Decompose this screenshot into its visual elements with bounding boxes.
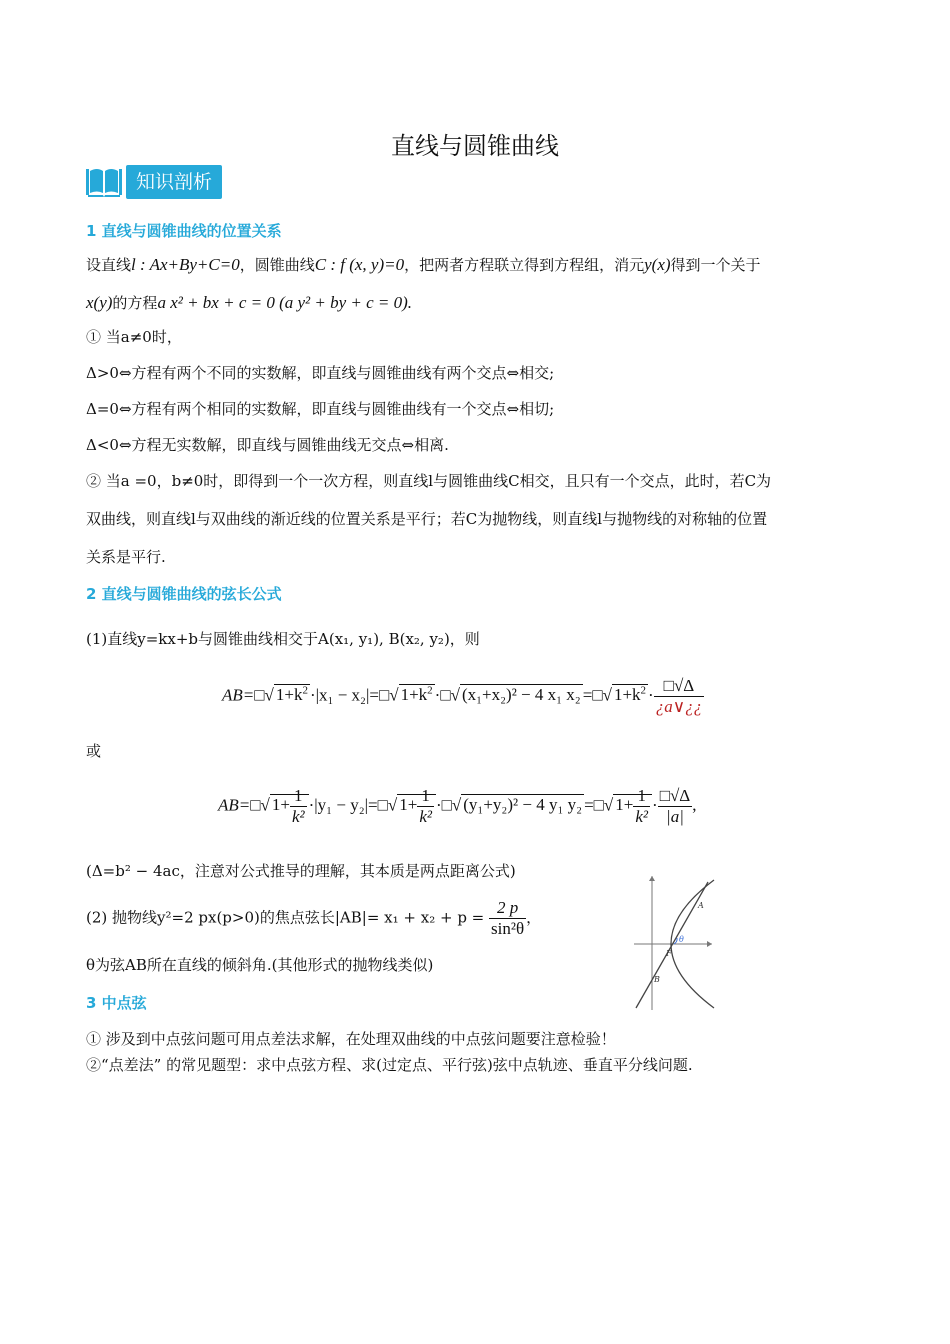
point-b-label: B [654,975,660,984]
s2-intro: (1)直线y=kx+b与圆锥曲线相交于A(x₁, y₁), B(x₂, y₂)，则 [86,630,480,648]
parabola-figure [628,870,728,1012]
theta-label: θ [679,935,684,944]
section-heading-1: 1 直线与圆锥曲线的位置关系 [86,222,282,240]
s1-case1: ① 当a≠0时， [86,328,182,346]
s1-case2-line2: 双曲线，则直线l与双曲线的渐近线的位置关系是平行；若C为抛物线，则直线l与抛物线的对称轴的位置 [86,510,768,528]
s1-case2-line3: 关系是平行. [86,548,166,566]
page-title: 直线与圆锥曲线 [391,132,559,160]
s2-note: (Δ=b² − 4ac，注意对公式推导的理解，其本质是两点距离公式) [86,862,516,880]
s3-line1: ① 涉及到中点弦问题可用点差法求解，在处理双曲线的中点弦问题要注意检验！ [86,1030,616,1048]
focus-label: F [666,949,672,958]
s2-focal-chord: (2) 抛物线y²=2 px(p>0)的焦点弦长|AB|= x₁ + x₂ + p = $\frac{2 p}{\text{sin²θ}}$ ， [86,898,542,938]
s1-case2-line1: ② 当a =0，b≠0时，即得到一个一次方程，则直线l与圆锥曲线C相交，且只有一个交点，此时，若C为 [86,472,772,490]
chord-formula-2: AB=□√ 1+ $\frac{1}{\text{k²}}$ ·|y₁ − y₂|=□√ 1+ $\frac{1}{\text{k²}}$ ·□√ (y₁+y₂)² − 4 y₁ y₂ =□√ 1+ $\frac{1}{\text{k²}}$ · $\frac{□√\Delta}{|a|}$ , [218,786,697,826]
section-heading-2: 2 直线与圆锥曲线的弦长公式 [86,585,282,603]
s1-line2: x(y)的方程a x² + bx + c = 0 (a y² + by + c = 0). [86,293,413,312]
s1-line1: 设直线l : Ax+By+C=0，圆锥曲线C : f (x, y)=0，把两者方程联立得到方程组，消元y(x)得到一个关于 [86,255,761,274]
section-badge [86,164,222,200]
s1-delta-positive: Δ>0⇔方程有两个不同的实数解，即直线与圆锥曲线有两个交点⇔相交; [86,364,555,382]
badge-label: 知识剖析 [126,165,222,199]
section-heading-3: 3 中点弦 [86,994,147,1012]
s1-delta-zero: Δ=0⇔方程有两个相同的实数解，即直线与圆锥曲线有一个交点⇔相切; [86,400,555,418]
s1-delta-negative: Δ<0⇔方程无实数解，即直线与圆锥曲线无交点⇔相离. [86,436,449,454]
point-a-label: A [698,901,704,910]
s2-angle-note: θ为弦AB所在直线的倾斜角.(其他形式的抛物线类似) [86,956,434,974]
or-label: 或 [86,742,102,760]
chord-formula-1: AB=□√ $1+k^2 \cdot|x_1$ − x₂|=□√ $1+k^2$ ·□√ (x₁+x₂)² − 4 x₁ x₂ =□√ $1+k^2$ · $\frac{□√\Delta}{¿a\vee¿¿}$ [222,676,703,716]
s3-line2: ②“点差法” 的常见题型：求中点弦方程、求(过定点、平行弦)弦中点轨迹、垂直平分线问题. [86,1056,693,1074]
open-book-icon [86,165,122,199]
